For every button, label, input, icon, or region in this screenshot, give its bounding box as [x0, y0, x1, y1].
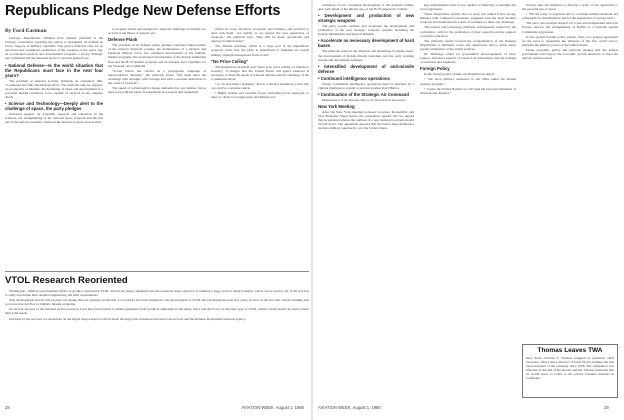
body-paragraph: key establishment with forces capable of deterring or meeting any local aggression.: [420, 3, 516, 12]
body-paragraph: These imperatives require that we keep our armed forces strong, manned with competent personnel, equipped with the most modern weapons and maintained in a state of readiness to meet any challenge.: [420, 12, 516, 25]
body-paragraph: The speed of technological change demands that our defense forces keep pace with the latest developments in weapons and equipment.: [108, 86, 206, 95]
body-paragraph: "Soviet Union has carried on a propaganda campaign of unprecedented intensity," the platform states. "We must meet the challenge with strength, with courage and with a resolute dedication to the cause of freedom.": [108, 68, 206, 86]
right-page-number: 29: [604, 405, 609, 410]
subheading: • Development and production of new strategic weapons: [318, 13, 414, 24]
vtol-paragraph: As all four services of the national service secretary level have been turned to obtain agreement from technical authorities in the Army, Navy and Air Force on the basic type of VTOL vehicle which should be used to meet their joint needs.: [5, 307, 309, 316]
column-3: [211, 27, 309, 267]
column-1: [5, 36, 103, 267]
left-page-folio: AVIATION WEEK, August 1, 1960: [241, 405, 304, 410]
page-gutter: [311, 0, 313, 420]
column-4: [318, 3, 414, 398]
subheading: • National Defense—Is the world situation that the Republicans must face in the next four years?: [5, 62, 103, 78]
right-page-folio: AVIATION WEEK, August 1, 1960: [318, 405, 381, 410]
subheading: • Accelerate as necessary development of hard bases: [318, 38, 414, 49]
body-paragraph: • "We are ready to negotiate and to conclude suitable methods and safeguards for disarmament, and for the suspension of nuclear tests.": [522, 12, 618, 21]
vtol-paragraph: Decision by the services to concentrate on the single large transport will be made through joint evaluation between both services and the Defense Department research agency.: [9, 316, 246, 321]
subheading: • Continued intelligence operations: [318, 75, 390, 81]
subheading: Foreign Policy: [420, 66, 450, 72]
subheading: Defense Plank: [108, 37, 138, 43]
vtol-paragraph: Washington—Military development efforts to produce operational VTOL aircraft are being channeled into the transition stage objective of building a large vertical rising transport which can be used by all of the services to study and define their detailed engineering and field requirements.: [5, 289, 309, 298]
body-paragraph: • "Under the United Nations we will seek the peaceful settlement of international disputes.": [420, 86, 516, 95]
body-paragraph: Chicago—Republicans affirmed their defense platform at the Chicago convention, pledging the nation to strengthen its defense in every category of military capability. The party's platform calls for an increased and continuous production of the weapons of the space age, an accelerated research and development program, a strong Strategic Air Command and the deterrent power to prevent general war.: [5, 36, 103, 61]
vtol-article-body: [5, 289, 309, 398]
body-paragraph: The Republican platform said "there is no price ceiling on America's security." It pledges that the United States will spend whatever is necessary to meet the needs of national defense and the challenge of the Communist threat.: [211, 64, 309, 81]
sidebar-body: New York—Charles S. Thomas resigned as president, chief executive officer and a director of Trans World Airlines. He had been president of the company since 1958. The resignation was effective at the end of the month, and Mr. Thomas indicated that he would leave to return to his private business interests in California.: [526, 356, 614, 381]
body-paragraph: The science and technology platform, subsequently adopted by the convention, calls for the promotion of basic research and the support of science education.: [420, 25, 516, 38]
body-paragraph: efforts in every direction, economic and military, and political to deal with them. "As rapidly as we perfect the new generation of weapons," the platform says, "they will be made operational and deployed without delay.": [211, 27, 309, 44]
body-paragraph: Maintenance of an airborne alert to be increased as necessary.: [322, 97, 406, 102]
subheading: • Continuation of the Strategic Air Command: [318, 91, 409, 97]
body-paragraph: Dr. Dubridge called for government encouragement of basic science, increased support of research in universities and the training of scientists and engineers.: [420, 52, 516, 65]
subheading: • Science and Technology—Deeply alert to the challenge of space, the party pledges: [5, 101, 103, 112]
body-paragraph: In the several foreign policy planks, there was general agreement on the need to strengthen the alliances of the free world and to maintain the military power of the United States.: [522, 34, 618, 47]
column-5: [420, 3, 516, 398]
body-paragraph: The platform, in its defense plank, pledges continued improvement of the nation's deterrent posture, the maintenance of a modern and balanced military force, the continued development of the ballistic missile programs, the accelerated development of the Polaris submarine fleet and the B-70 bomber program, and an airborne alert capability for the Strategic Air Command.: [108, 43, 206, 68]
body-paragraph: The defense platform, which is a large part of the Republican program, states that the party is determined to maintain an overall military strength unsurpassed in the world.: [211, 44, 309, 57]
column-6: [522, 3, 618, 341]
body-paragraph: • Highly mobile and versatile forces, including forces deployed, to deter or check local aggression and limited war.: [211, 91, 309, 100]
body-paragraph: The platform calls for the dispersal and hardening of missile bases, the development of mobile missile launchers and the early warning system and anti-missile defenses.: [318, 49, 414, 62]
body-paragraph: • A "second-strike capability," that is, a nuclear retaliatory power that can survive a surprise attack.: [211, 82, 309, 91]
body-paragraph: The party would continue and accelerate the development and production of the new strategic weapons systems including the Polaris, Minuteman and Skybolt missiles.: [318, 24, 414, 37]
subheading: New York Meeting: [318, 104, 355, 110]
news-sidebar-box: [522, 344, 618, 398]
article-headline: Republicans Pledge New Defense Efforts: [5, 3, 281, 19]
left-page-number: 28: [5, 405, 10, 410]
body-paragraph: is properly armed and equipped to meet the challenge of limited war as well as the threat of general war.: [108, 27, 206, 36]
body-paragraph: Under economic policy, the platform pledges that the federal government will support the economic growth necessary to meet the nation's defense needs.: [522, 47, 618, 61]
section-divider: [5, 271, 309, 272]
subheading: • Intensified development of anti-missile defense: [318, 63, 414, 74]
body-paragraph: In the foreign policy planks, the Republicans urged:: [424, 72, 495, 77]
body-paragraph: • "We favor military assistance to our allies under the mutual security program.": [420, 77, 516, 86]
body-paragraph: Nations take the initiative to develop a body of law applicable to the peaceful use of space.: [522, 3, 618, 12]
vtol-paragraph: This development aircraft will provide test design data for quantity production. Low priority has been assigned to the development of VTOL aircraft during the next few years, in view of the fact that a major funding will go toward the Air Force's ballistic missile programs.: [5, 298, 309, 307]
body-paragraph: The platform clearly favored the reorganization of the Defense Department to eliminate waste and duplication and to bring about greater unification of the armed services.: [420, 38, 516, 51]
body-paragraph: retaliatory forces, continued development of the manned bomber and, well ahead of the missile age, of the B-70 supersonic bomber.: [318, 3, 414, 12]
subheading: "No Price Ceiling": [211, 58, 249, 64]
article-byline: By Ford Eastman: [5, 28, 47, 34]
body-paragraph: Strong Communist intelligence operations must be matched by a vigilant intelligence system to prevent another Pearl Harbor.: [318, 81, 414, 90]
sidebar-headline: Thomas Leaves TWA: [537, 347, 603, 354]
body-paragraph: After the New York meeting between Governor Rockefeller and Vice President Nixon before the convention opened, the two agreed that in national defense the outlines of a new national program should be laid down. The agreement stressed that the nation must maintain a decisive military superiority over the Soviet Union.: [318, 110, 414, 131]
body-paragraph: The party also pledged support for a free and independent nation in Europe and for the strengthening of NATO as a bulwark against Communist aggression.: [522, 21, 618, 34]
body-paragraph: increased support for scientific research and education in the sciences, the strengthening of the national space program and the full use of the nation's scientific talents in the interest of peace and security.: [5, 112, 103, 125]
vtol-headline: VTOL Research Reoriented: [5, 275, 128, 286]
column-2: [108, 27, 206, 267]
body-paragraph: The problem of national security demands an organized, fully coordinated and fully modernized effort. The platform calls for stepped-up production of missiles, the hardening of bases and development of a powerful mobile retaliatory force capable of survival in any surprise attack.: [5, 78, 103, 99]
